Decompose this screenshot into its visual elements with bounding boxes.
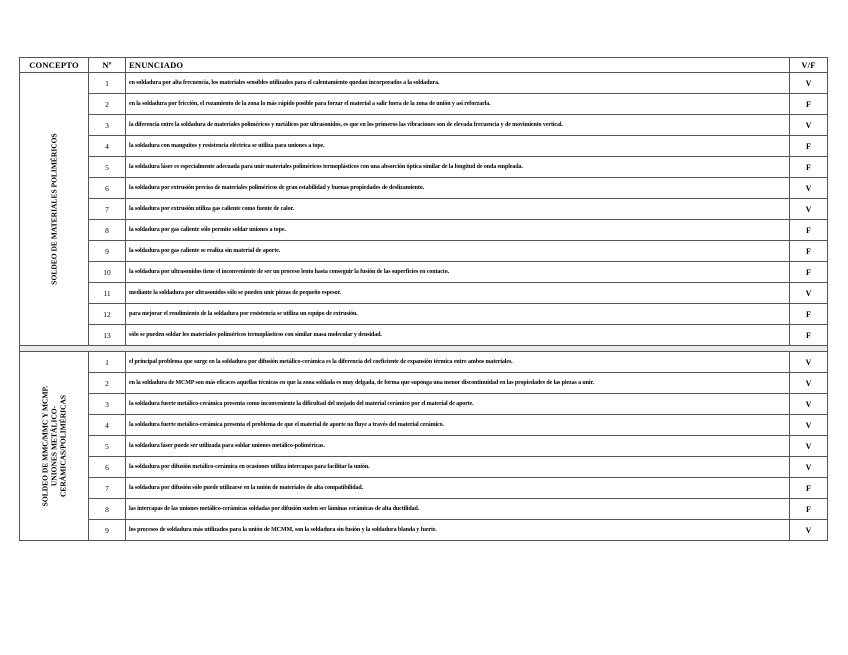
table-row xyxy=(20,115,828,136)
table-row xyxy=(20,352,828,373)
statement-text: para mejorar el rendimiento de la soldadura por resistencia se utiliza un equipo de extrusión. xyxy=(126,304,790,325)
header-number: Nº xyxy=(89,58,126,73)
true-false-answer: F xyxy=(790,304,828,325)
header-true-false: V/F xyxy=(790,58,828,73)
row-number: 4 xyxy=(89,415,126,436)
true-false-answer: F xyxy=(790,136,828,157)
statement-text: la soldadura fuerte metálico-cerámica presenta el problema de que el material de aporte no fluye a través del material cerámico. xyxy=(126,415,790,436)
quiz-body xyxy=(20,73,828,541)
true-false-answer: V xyxy=(790,178,828,199)
row-number: 8 xyxy=(89,499,126,520)
row-number: 1 xyxy=(89,352,126,373)
row-number: 8 xyxy=(89,220,126,241)
statement-text: la soldadura por extrusión utiliza gas caliente como fuente de calor. xyxy=(126,199,790,220)
row-number: 13 xyxy=(89,325,126,346)
true-false-answer: V xyxy=(790,457,828,478)
true-false-answer: V xyxy=(790,73,828,94)
table-row xyxy=(20,283,828,304)
true-false-answer: V xyxy=(790,415,828,436)
row-number: 5 xyxy=(89,436,126,457)
row-number: 7 xyxy=(89,478,126,499)
statement-text: la soldadura con manguitos y resistencia eléctrica se utiliza para uniones a tope. xyxy=(126,136,790,157)
statement-text: la soldadura por difusión sólo puede utilizarse en la unión de materiales de alta compatibilidad. xyxy=(126,478,790,499)
statement-text: los procesos de soldadura más utilizados para la unión de MCMM, son la soldadura sin fusión y la soldadura blanda y fuerte. xyxy=(126,520,790,541)
true-false-answer: F xyxy=(790,262,828,283)
table-row xyxy=(20,436,828,457)
table-row xyxy=(20,520,828,541)
table-row xyxy=(20,325,828,346)
quiz-table xyxy=(19,57,828,541)
true-false-answer: F xyxy=(790,220,828,241)
statement-text: la soldadura láser es especialmente adecuada para unir materiales poliméricos termoplásticos con una absorción óptica similar de la longitud de onda empleada. xyxy=(126,157,790,178)
row-number: 9 xyxy=(89,241,126,262)
row-number: 5 xyxy=(89,157,126,178)
true-false-answer: V xyxy=(790,436,828,457)
true-false-answer: V xyxy=(790,520,828,541)
statement-text: la soldadura láser puede ser utilizada para soldar uniones metálico-poliméricas. xyxy=(126,436,790,457)
row-number: 2 xyxy=(89,94,126,115)
statement-text: la soldadura por extrusión precisa de materiales poliméricos de gran estabilidad y buenas propiedades de deslizamiento. xyxy=(126,178,790,199)
row-number: 3 xyxy=(89,115,126,136)
row-number: 3 xyxy=(89,394,126,415)
statement-text: en soldadura por alta frecuencia, los materiales sensibles utilizados para el calentamiento quedan incorporados a la soldadura. xyxy=(126,73,790,94)
table-row xyxy=(20,478,828,499)
statement-text: la soldadura fuerte metálico-cerámica presenta como inconveniente la dificultad del mojado del material cerámico por el material de aporte. xyxy=(126,394,790,415)
row-number: 1 xyxy=(89,73,126,94)
true-false-answer: V xyxy=(790,352,828,373)
true-false-answer: V xyxy=(790,373,828,394)
table-row xyxy=(20,241,828,262)
table-row xyxy=(20,157,828,178)
table-row xyxy=(20,220,828,241)
table-row xyxy=(20,304,828,325)
statement-text: sólo se pueden soldar los materiales poliméricos termoplásticos con similar masa molecular y densidad. xyxy=(126,325,790,346)
table-row xyxy=(20,262,828,283)
true-false-answer: F xyxy=(790,499,828,520)
header-row xyxy=(20,58,828,73)
table-row xyxy=(20,73,828,94)
table-row xyxy=(20,499,828,520)
true-false-answer: F xyxy=(790,157,828,178)
row-number: 4 xyxy=(89,136,126,157)
row-number: 2 xyxy=(89,373,126,394)
statement-text: la diferencia entre la soldadura de materiales poliméricos y metálicos por ultrasonidos, es que en los primeros las vibraciones son de elevada frecuencia y de movimiento vertical. xyxy=(126,115,790,136)
statement-text: la soldadura por ultrasonidos tiene el inconveniente de ser un proceso lento hasta conseguir la fusión de las superficies en contacto. xyxy=(126,262,790,283)
statement-text: la soldadura por gas caliente se realiza sin material de aporte. xyxy=(126,241,790,262)
statement-text: en la soldadura por fricción, el rozamiento de la zona lo más rápido posible para forzar el material a salir fuera de la zona de unión y así reforzarla. xyxy=(126,94,790,115)
true-false-answer: F xyxy=(790,94,828,115)
true-false-answer: F xyxy=(790,241,828,262)
true-false-answer: V xyxy=(790,283,828,304)
table-row xyxy=(20,415,828,436)
row-number: 6 xyxy=(89,178,126,199)
statement-text: la soldadura por gas caliente sólo permite soldar uniones a tope. xyxy=(126,220,790,241)
header-statement: ENUNCIADO xyxy=(126,58,790,73)
true-false-answer: V xyxy=(790,115,828,136)
concept-label: SOLDEO DE MATERIALES POLIMÉRICOS xyxy=(49,133,59,285)
row-number: 11 xyxy=(89,283,126,304)
true-false-answer: V xyxy=(790,394,828,415)
table-row xyxy=(20,94,828,115)
row-number: 9 xyxy=(89,520,126,541)
table-row xyxy=(20,136,828,157)
table-row xyxy=(20,199,828,220)
true-false-answer: V xyxy=(790,199,828,220)
true-false-answer: F xyxy=(790,478,828,499)
table-row xyxy=(20,178,828,199)
header-concept: CONCEPTO xyxy=(20,58,89,73)
concept-cell xyxy=(20,352,89,541)
table-row xyxy=(20,394,828,415)
statement-text: el principal problema que surge en la soldadura por difusión metálico-cerámica es la diferencia del coeficiente de expansión térmica entre ambos materiales. xyxy=(126,352,790,373)
concept-cell xyxy=(20,73,89,346)
table-row xyxy=(20,457,828,478)
statement-text: las intercapas de las uniones metálico-cerámicas soldadas por difusión suelen ser láminas cerámicas de alta ductilidad. xyxy=(126,499,790,520)
concept-label: SOLDEO DE MMC/MMC Y MCMP. UNIONES METÁLICO- CERÁMICAS/POLIMÉRICAS xyxy=(40,385,68,507)
statement-text: la soldadura por difusión metálico-cerámica en ocasiones utiliza intercapas para facilitar la unión. xyxy=(126,457,790,478)
statement-text: en la soldadura de MCMP son más eficaces aquellas técnicas en que la zona soldada es muy delgada, de forma que suponga una menor discontinuidad en las propiedades de las piezas a unir. xyxy=(126,373,790,394)
row-number: 7 xyxy=(89,199,126,220)
statement-text: mediante la soldadura por ultrasonidos sólo se pueden unir piezas de pequeño espesor. xyxy=(126,283,790,304)
row-number: 12 xyxy=(89,304,126,325)
row-number: 6 xyxy=(89,457,126,478)
row-number: 10 xyxy=(89,262,126,283)
true-false-answer: F xyxy=(790,325,828,346)
table-row xyxy=(20,373,828,394)
